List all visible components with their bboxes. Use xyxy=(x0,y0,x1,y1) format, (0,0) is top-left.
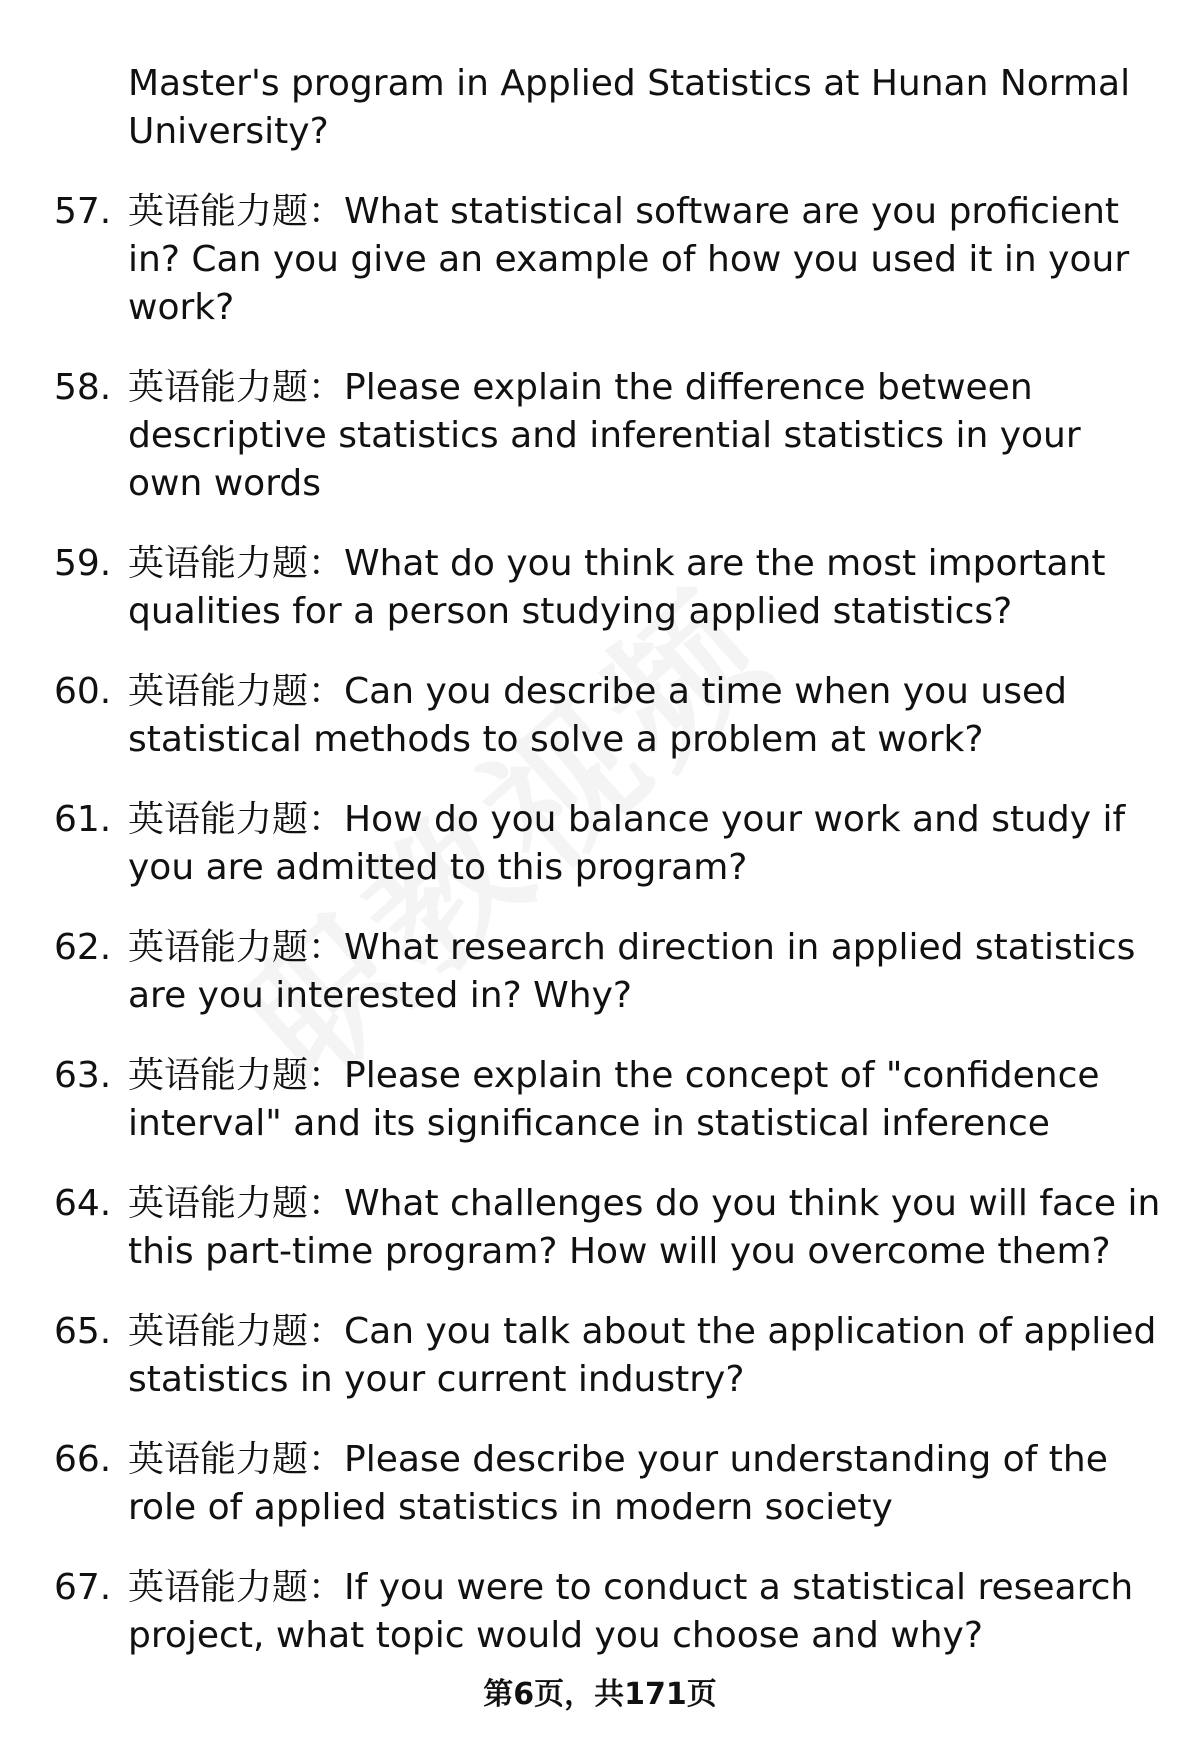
question-tag: 英语能力题： xyxy=(128,1055,345,1096)
question-tag: 英语能力题： xyxy=(128,927,345,968)
question-text: What research direction in applied statistics are you interested in? Why? xyxy=(128,927,1136,1016)
question-item xyxy=(54,1436,1164,1532)
question-number: 66. xyxy=(54,1439,112,1480)
question-number: 63. xyxy=(54,1055,112,1096)
question-list xyxy=(54,60,1164,1692)
question-number: 67. xyxy=(54,1567,112,1608)
question-tag: 英语能力题： xyxy=(128,1567,345,1608)
question-item xyxy=(54,1564,1164,1660)
question-text: Can you talk about the application of applied statistics in your current industry? xyxy=(128,1311,1157,1400)
question-item xyxy=(54,668,1164,764)
question-text: Can you describe a time when you used statistical methods to solve a problem at work? xyxy=(128,671,1067,760)
question-text: If you were to conduct a statistical research project, what topic would you choose and why? xyxy=(128,1567,1134,1656)
question-item xyxy=(54,540,1164,636)
question-item xyxy=(54,1308,1164,1404)
question-item xyxy=(54,188,1164,332)
question-text: What statistical software are you proficient in? Can you give an example of how you used it in your work? xyxy=(128,191,1130,328)
question-text: What do you think are the most important qualities for a person studying applied statistics? xyxy=(128,543,1106,632)
question-tag: 英语能力题： xyxy=(128,1183,345,1224)
question-number: 59. xyxy=(54,543,112,584)
question-item xyxy=(54,1180,1164,1276)
continuation-text: Master's program in Applied Statistics at Hunan Normal University? xyxy=(128,63,1131,152)
page-footer: 第6页，共171页 xyxy=(483,1677,717,1712)
question-number: 64. xyxy=(54,1183,112,1224)
question-tag: 英语能力题： xyxy=(128,1311,345,1352)
question-text: What challenges do you think you will face in this part-time program? How will you overcome them? xyxy=(128,1183,1161,1272)
question-tag: 英语能力题： xyxy=(128,671,345,712)
question-tag: 英语能力题： xyxy=(128,191,345,232)
question-text: Please explain the concept of "confidence interval" and its significance in statistical inference xyxy=(128,1055,1100,1144)
question-tag: 英语能力题： xyxy=(128,367,345,408)
question-number: 57. xyxy=(54,191,112,232)
question-number: 65. xyxy=(54,1311,112,1352)
question-item xyxy=(54,364,1164,508)
question-number: 62. xyxy=(54,927,112,968)
question-text: Please explain the difference between descriptive statistics and inferential statistics in your own words xyxy=(128,367,1081,504)
question-tag: 英语能力题： xyxy=(128,1439,345,1480)
question-number: 60. xyxy=(54,671,112,712)
question-tag: 英语能力题： xyxy=(128,543,345,584)
question-number: 58. xyxy=(54,367,112,408)
question-number: 61. xyxy=(54,799,112,840)
question-item xyxy=(54,924,1164,1020)
question-item xyxy=(54,796,1164,892)
question-text: Please describe your understanding of the role of applied statistics in modern society xyxy=(128,1439,1108,1528)
question-tag: 英语能力题： xyxy=(128,799,345,840)
question-item xyxy=(54,1052,1164,1148)
question-text: How do you balance your work and study if you are admitted to this program? xyxy=(128,799,1126,888)
